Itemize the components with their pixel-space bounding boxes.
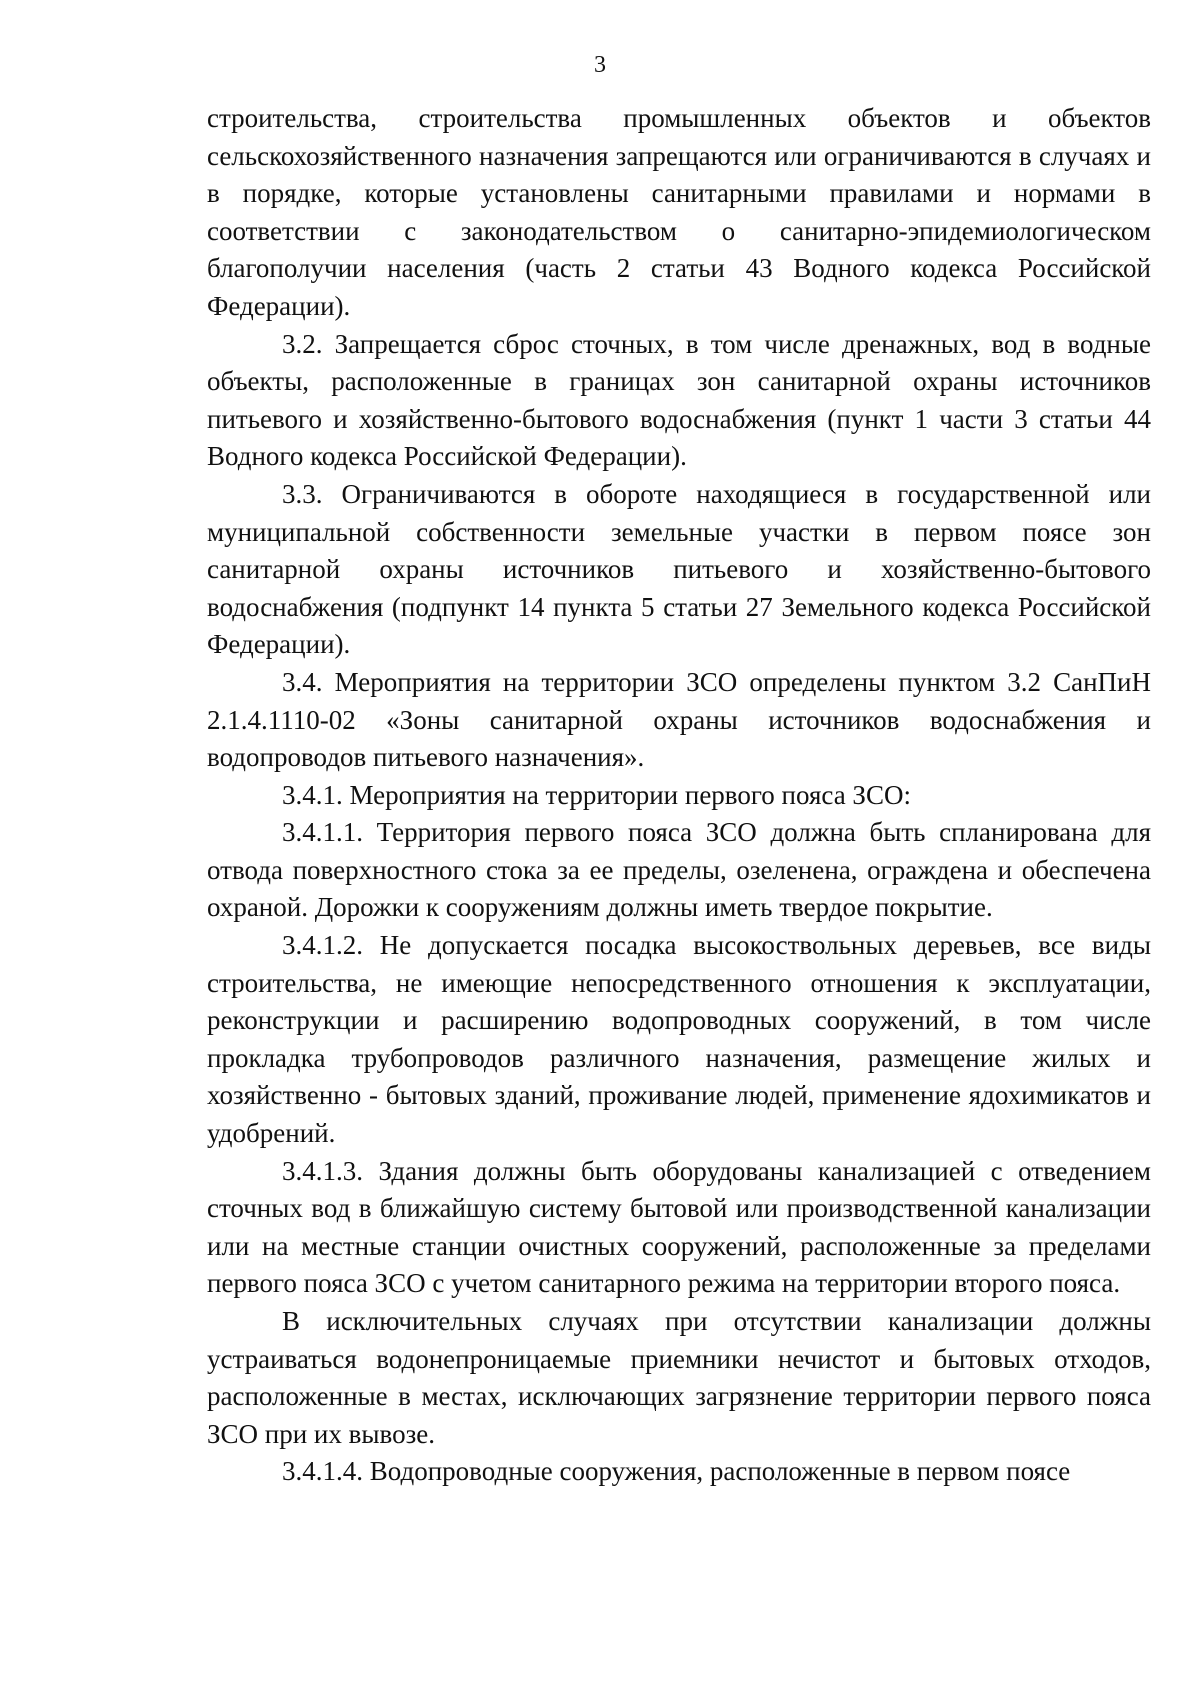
paragraph-3-4-1-2: 3.4.1.2. Не допускается посадка высокоствольных деревьев, все виды строительства, не имеющие непосредственного отношения к эксплуатации, реконструкции и расширению водопроводных сооружений, в том числе прокладка трубопроводов различного назначения, размещение жилых и хозяйственно - бытовых зданий, проживание людей, применение ядохимикатов и удобрений.: [207, 930, 1151, 1149]
paragraph-3-4: 3.4. Мероприятия на территории ЗСО определены пунктом 3.2 СанПиН 2.1.4.1110-02 «Зоны санитарной охраны источников водоснабжения и водопроводов питьевого назначения».: [207, 666, 1151, 773]
paragraph-3-4-1: 3.4.1. Мероприятия на территории первого пояса ЗСО:: [282, 779, 911, 810]
page-number: 3: [594, 52, 606, 78]
paragraph-3-4-1-4: 3.4.1.4. Водопроводные сооружения, расположенные в первом поясе: [282, 1456, 1071, 1487]
paragraph-3-2: 3.2. Запрещается сброс сточных, в том числе дренажных, вод в водные объекты, расположенные в границах зон санитарной охраны источников питьевого и хозяйственно-бытового водоснабжения (пункт 1 части 3 статьи 44 Водного кодекса Российской Федерации).: [207, 328, 1151, 472]
paragraph-continuation: строительства, строительства промышленных объектов и объектов сельскохозяйственного назначения запрещаются или ограничиваются в случаях и в порядке, которые установлены санитарными правилами и нормами в соответствии с законодательством о санитарно-эпидемиологическом благополучии населения (часть 2 статьи 43 Водного кодекса Российской Федерации).: [207, 103, 1151, 321]
paragraph-3-3: 3.3. Ограничиваются в обороте находящиеся в государственной или муниципальной собственности земельные участки в первом поясе зон санитарной охраны источников питьевого и хозяйственно-бытового водоснабжения (подпункт 14 пункта 5 статьи 27 Земельного кодекса Российской Федерации).: [207, 478, 1151, 660]
paragraph-3-4-1-3: 3.4.1.3. Здания должны быть оборудованы канализацией с отведением сточных вод в ближайшую систему бытовой или производственной канализации или на местные станции очистных сооружений, расположенные за пределами первого пояса ЗСО с учетом санитарного режима на территории второго пояса.: [207, 1155, 1151, 1299]
paragraph-3-4-1-1: 3.4.1.1. Территория первого пояса ЗСО должна быть спланирована для отвода поверхностного стока за ее пределы, озеленена, ограждена и обеспечена охраной. Дорожки к сооружениям должны иметь твердое покрытие.: [207, 817, 1151, 923]
document-body: [207, 100, 1151, 1491]
paragraph-exceptional-cases: В исключительных случаях при отсутствии канализации должны устраиваться водонепроницаемые приемники нечистот и бытовых отходов, расположенные в местах, исключающих загрязнение территории первого пояса ЗСО при их вывозе.: [207, 1306, 1151, 1449]
